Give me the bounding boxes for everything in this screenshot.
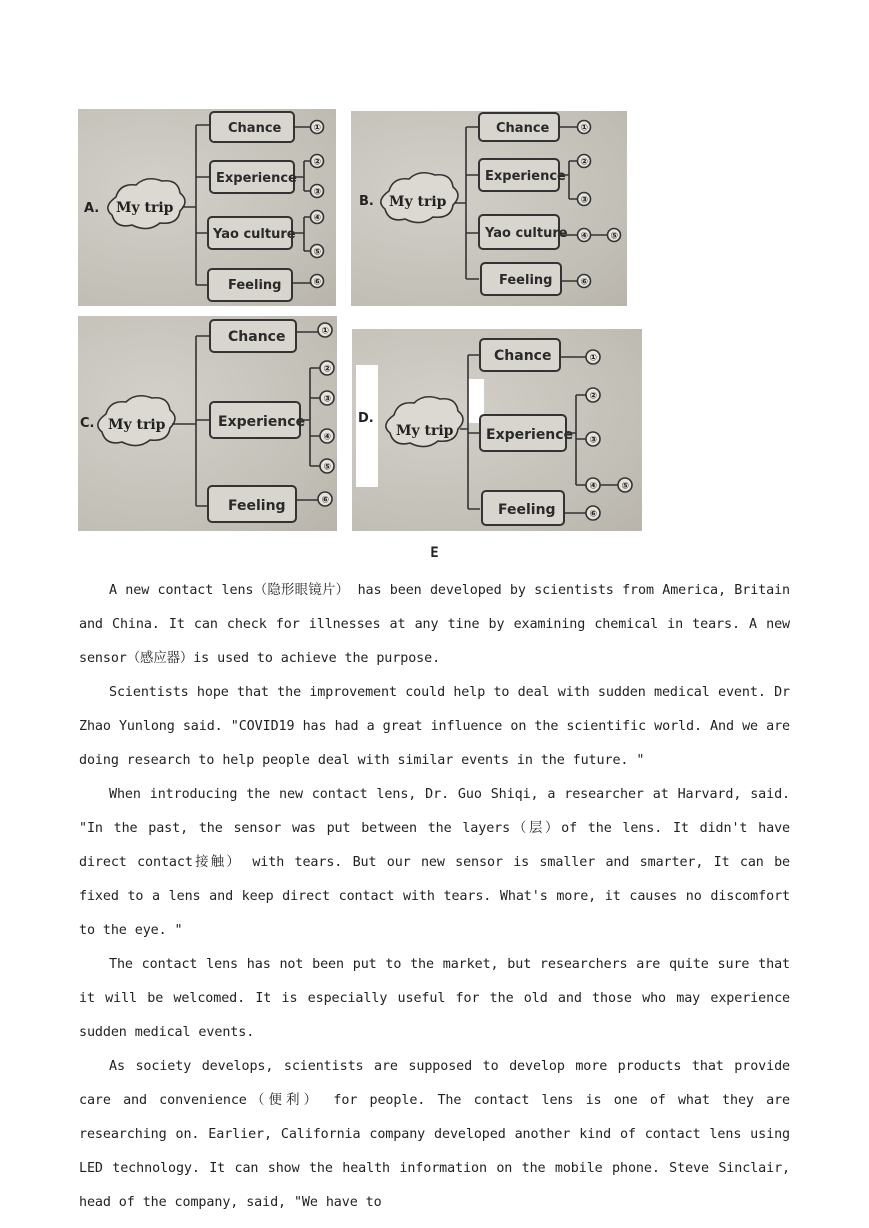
paragraph: As society develops, scientists are supposed to develop more products that provide care and convenience（便利） for people. The contact lens is one of what they are researching on. Earlier, California company developed another kind of contact lens using LED technology. It can show the health information on the mobile phone. Steve Sinclair, head of the company, said, "We have to <box>79 1059 790 1210</box>
node-yao-culture: Yao culture <box>485 226 568 241</box>
option-a-diagram <box>78 109 336 306</box>
option-letter: C. <box>80 416 95 431</box>
option-letter: A. <box>84 201 100 216</box>
svg-text:④: ④ <box>323 432 332 443</box>
node-feeling: Feeling <box>499 273 553 288</box>
svg-text:⑥: ⑥ <box>321 495 330 506</box>
paragraph: Scientists hope that the improvement could help to deal with sudden medical event. Dr Zhao Yunlong said. "COVID19 has had a great influence on the scientific world. And we are doing research to help people deal with similar events in the future. " <box>79 685 790 768</box>
option-b-diagram <box>351 111 627 306</box>
svg-text:④: ④ <box>313 213 322 224</box>
svg-text:⑤: ⑤ <box>621 481 630 492</box>
center-label: My trip <box>116 200 174 216</box>
svg-text:①: ① <box>589 353 598 364</box>
svg-text:⑤: ⑤ <box>323 462 332 473</box>
node-chance: Chance <box>228 121 282 136</box>
node-chance: Chance <box>228 329 286 345</box>
svg-text:①: ① <box>313 123 322 134</box>
svg-text:⑤: ⑤ <box>610 231 619 242</box>
node-chance: Chance <box>496 121 550 136</box>
center-label: My trip <box>108 417 166 433</box>
paragraph: The contact lens has not been put to the market, but researchers are quite sure that it will be welcomed. It is especially useful for the old and those who may experience sudden medical events. <box>79 957 790 1040</box>
svg-text:⑥: ⑥ <box>589 509 598 520</box>
option-letter: B. <box>359 194 374 209</box>
svg-text:⑤: ⑤ <box>313 247 322 258</box>
node-yao-culture: Yao culture <box>213 227 296 242</box>
node-experience: Experience <box>485 169 566 184</box>
svg-text:①: ① <box>580 123 589 134</box>
svg-text:⑥: ⑥ <box>313 277 322 288</box>
node-feeling: Feeling <box>498 502 556 518</box>
node-experience: Experience <box>486 427 574 443</box>
section-heading: E <box>430 545 439 561</box>
svg-text:③: ③ <box>313 187 322 198</box>
node-feeling: Feeling <box>228 278 282 293</box>
node-feeling: Feeling <box>228 498 286 514</box>
node-experience: Experience <box>218 414 306 430</box>
center-label: My trip <box>396 423 454 439</box>
svg-text:②: ② <box>580 157 589 168</box>
option-c-diagram <box>78 316 337 531</box>
svg-text:②: ② <box>589 391 598 402</box>
option-letter: D. <box>358 411 374 426</box>
svg-text:①: ① <box>321 326 330 337</box>
svg-text:②: ② <box>313 157 322 168</box>
article-body <box>79 574 790 1220</box>
paragraph: When introducing the new contact lens, Dr. Guo Shiqi, a researcher at Harvard, said. "In the past, the sensor was put between the layers（层）of the lens. It didn't have direct contact接触） with tears. But our new sensor is smaller and smarter, It can be fixed to a lens and keep direct contact with tears. What's more, it causes no discomfort to the eye. " <box>79 787 790 938</box>
svg-text:④: ④ <box>589 481 598 492</box>
option-d-diagram <box>352 329 642 531</box>
center-label: My trip <box>389 194 447 210</box>
svg-text:④: ④ <box>580 231 589 242</box>
svg-text:③: ③ <box>323 394 332 405</box>
paragraph: A new contact lens（隐形眼镜片） has been developed by scientists from America, Britain and China. It can check for illnesses at any tine by examining chemical in tears. A new sensor（感应器）is used to achieve the purpose. <box>79 583 790 666</box>
svg-text:②: ② <box>323 364 332 375</box>
svg-text:③: ③ <box>589 435 598 446</box>
node-chance: Chance <box>494 348 552 364</box>
node-experience: Experience <box>216 171 297 186</box>
svg-text:⑥: ⑥ <box>580 277 589 288</box>
svg-text:③: ③ <box>580 195 589 206</box>
